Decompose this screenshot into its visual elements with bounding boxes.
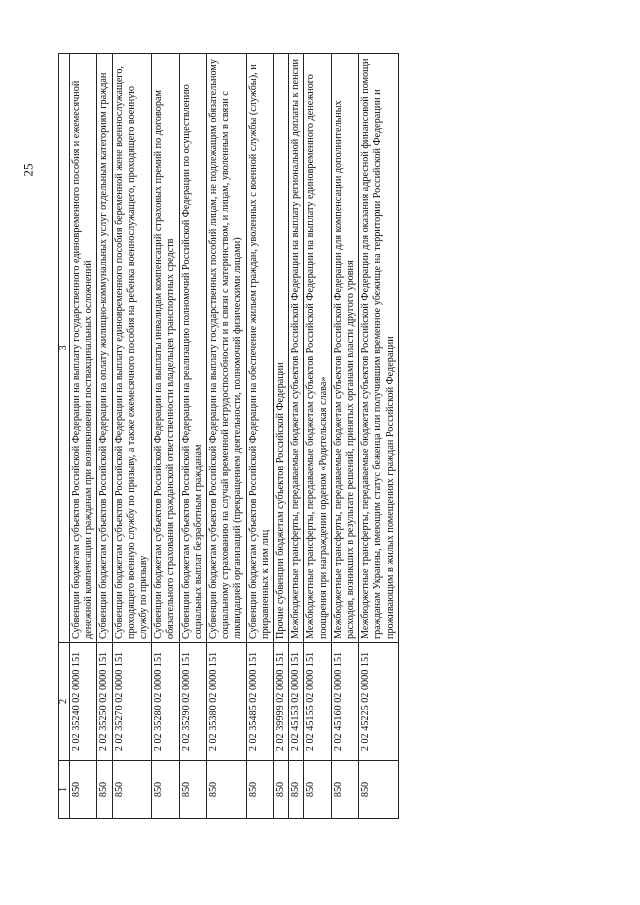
row-description: Субвенции бюджетам субъектов Российской Федерации на оплату жилищно-коммунальных услуг отдельным категориям граждан (97, 54, 112, 643)
table-body (70, 54, 399, 819)
row-admin-code: 850 (112, 761, 152, 819)
row-admin-code: 850 (97, 761, 112, 819)
page-number: 25 (20, 163, 36, 177)
row-admin-code: 850 (359, 761, 399, 819)
table-row (207, 54, 247, 819)
table-header-row (59, 54, 70, 819)
row-description: Субвенции бюджетам субъектов Российской Федерации на выплату единовременного пособия беременной жене военнослужащего, проходящего военную службу по призыву, а также ежемесячного пособия на ребенка военнослужащего, проходящего военную службу по призыву (112, 54, 152, 643)
row-budget-code: 2 02 35380 02 0000 151 (207, 643, 247, 761)
table-row (359, 54, 399, 819)
row-admin-code: 850 (289, 761, 304, 819)
row-description: Субвенции бюджетам субъектов Российской Федерации на выплаты инвалидам компенсаций страховых премий по договорам обязательного страхования гражданской ответственности владельцев транспортных средств (152, 54, 179, 643)
row-budget-code: 2 02 45160 02 0000 151 (331, 643, 358, 761)
row-budget-code: 2 02 45153 02 0000 151 (289, 643, 304, 761)
row-admin-code: 850 (331, 761, 358, 819)
header-col-2: 2 (59, 643, 70, 761)
table-row (274, 54, 289, 819)
table-row (246, 54, 273, 819)
table-row (304, 54, 331, 819)
row-description: Межбюджетные трансферты, передаваемые бюджетам субъектов Российской Федерации для оказания адресной финансовой помощи гражданам Украины, имеющим статус беженца или получившим временное убежище на территории Российской Федерации и проживающим в жилых помещениях граждан Российской Федерации (359, 54, 399, 643)
row-budget-code: 2 02 35240 02 0000 151 (70, 643, 97, 761)
row-description: Субвенции бюджетам субъектов Российской Федерации на выплату государственных пособий лицам, не подлежащим обязательному социальному страхованию на случай временной нетрудоспособности и в связи с материнством, и лицам, уволенным в связи с ликвидацией организаций (прекращением деятельности, полномочий физическими лицами) (207, 54, 247, 643)
row-description: Прочие субвенции бюджетам субъектов Российской Федерации (274, 54, 289, 643)
table-row (152, 54, 179, 819)
table-row (97, 54, 112, 819)
row-budget-code: 2 02 45155 02 0000 151 (304, 643, 331, 761)
row-admin-code: 850 (179, 761, 206, 819)
row-budget-code: 2 02 45225 02 0000 151 (359, 643, 399, 761)
row-description: Субвенции бюджетам субъектов Российской Федерации на реализацию полномочий Российской Федерации по осуществлению социальных выплат безработным гражданам (179, 54, 206, 643)
row-description: Межбюджетные трансферты, передаваемые бюджетам субъектов Российской Федерации на выплату единовременного денежного поощрения при награждении орденом «Родительская слава» (304, 54, 331, 643)
row-admin-code: 850 (70, 761, 97, 819)
row-budget-code: 2 02 35270 02 0000 151 (112, 643, 152, 761)
row-budget-code: 2 02 35290 02 0000 151 (179, 643, 206, 761)
row-description: Межбюджетные трансферты, передаваемые бюджетам субъектов Российской Федерации на выплату региональной доплаты к пенсии (289, 54, 304, 643)
header-col-3: 3 (59, 54, 70, 643)
row-budget-code: 2 02 35485 02 0000 151 (246, 643, 273, 761)
row-admin-code: 850 (207, 761, 247, 819)
table-row (331, 54, 358, 819)
row-budget-code: 2 02 39999 02 0000 151 (274, 643, 289, 761)
row-budget-code: 2 02 35280 02 0000 151 (152, 643, 179, 761)
header-col-1: 1 (59, 761, 70, 819)
row-admin-code: 850 (274, 761, 289, 819)
budget-codes-table (58, 53, 399, 819)
table-row (179, 54, 206, 819)
row-admin-code: 850 (246, 761, 273, 819)
row-admin-code: 850 (152, 761, 179, 819)
row-admin-code: 850 (304, 761, 331, 819)
table-row (289, 54, 304, 819)
table-row (70, 54, 97, 819)
row-budget-code: 2 02 35250 02 0000 151 (97, 643, 112, 761)
row-description: Субвенции бюджетам субъектов Российской Федерации на обеспечение жильем граждан, уволенных с военной службы (службы), и приравненных к ним лиц (246, 54, 273, 643)
table-row (112, 54, 152, 819)
row-description: Межбюджетные трансферты, передаваемые бюджетам субъектов Российской Федерации для компенсации дополнительных расходов, возникших в результате решений, принятых органами власти другого уровня (331, 54, 358, 643)
row-description: Субвенции бюджетам субъектов Российской Федерации на выплату государственного единовременного пособия и ежемесячной денежной компенсации гражданам при возникновении поствакцинальных осложнений (70, 54, 97, 643)
